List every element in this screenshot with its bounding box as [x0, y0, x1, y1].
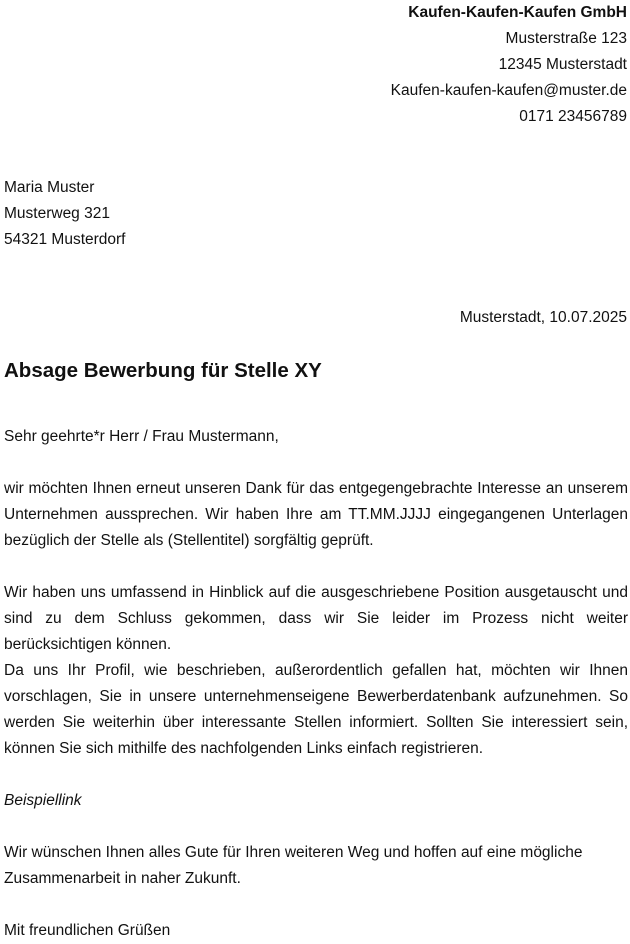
- sender-address-block: [391, 0, 627, 130]
- recipient-city: 54321 Musterdorf: [4, 231, 126, 248]
- letter-date: Musterstadt, 10.07.2025: [459, 309, 627, 326]
- letter-subject: Absage Bewerbung für Stelle XY: [4, 359, 322, 382]
- paragraph-decision: Wir haben uns umfassend in Hinblick auf die ausgeschriebene Position ausgetauscht und sind zu dem Schluss gekommen, dass wir Sie leider im Prozess nicht weiter berücksichtigen können.: [4, 584, 628, 653]
- sender-city: 12345 Musterstadt: [498, 56, 627, 73]
- sender-phone: 0171 23456789: [519, 108, 627, 125]
- paragraph-wishes: Wir wünschen Ihnen alles Gute für Ihren weiteren Weg und hoffen auf eine mögliche Zusammenarbeit in naher Zukunft.: [4, 844, 583, 887]
- sender-company: Kaufen-Kaufen-Kaufen GmbH: [408, 4, 627, 21]
- recipient-street: Musterweg 321: [4, 205, 110, 222]
- recipient-address-block: [4, 175, 126, 253]
- recipient-name: Maria Muster: [4, 179, 95, 196]
- paragraph-thanks: wir möchten Ihnen erneut unseren Dank für das entgegengebrachte Interesse an unserem Unternehmen aussprechen. Wir haben Ihre am TT.MM.JJJJ eingegangenen Unterlagen bezüglich der Stelle als (Stellentitel) sorgfältig geprüft.: [4, 480, 628, 549]
- paragraph-database-offer: Da uns Ihr Profil, wie beschrieben, außerordentlich gefallen hat, möchten wir Ihnen vorschlagen, Sie in unsere unternehmenseigene Bewerberdatenbank aufzunehmen. So werden Sie weiterhin über interessante Stellen informiert. Sollten Sie interessiert sein, können Sie sich mithilfe des nachfolgenden Links einfach registrieren.: [4, 662, 628, 757]
- sender-street: Musterstraße 123: [505, 30, 627, 47]
- registration-link[interactable]: Beispiellink: [4, 792, 82, 809]
- sender-email: Kaufen-kaufen-kaufen@muster.de: [390, 82, 627, 99]
- salutation: Sehr geehrte*r Herr / Frau Mustermann,: [4, 428, 279, 445]
- closing: Mit freundlichen Grüßen: [4, 922, 171, 939]
- letter-body: [4, 424, 628, 944]
